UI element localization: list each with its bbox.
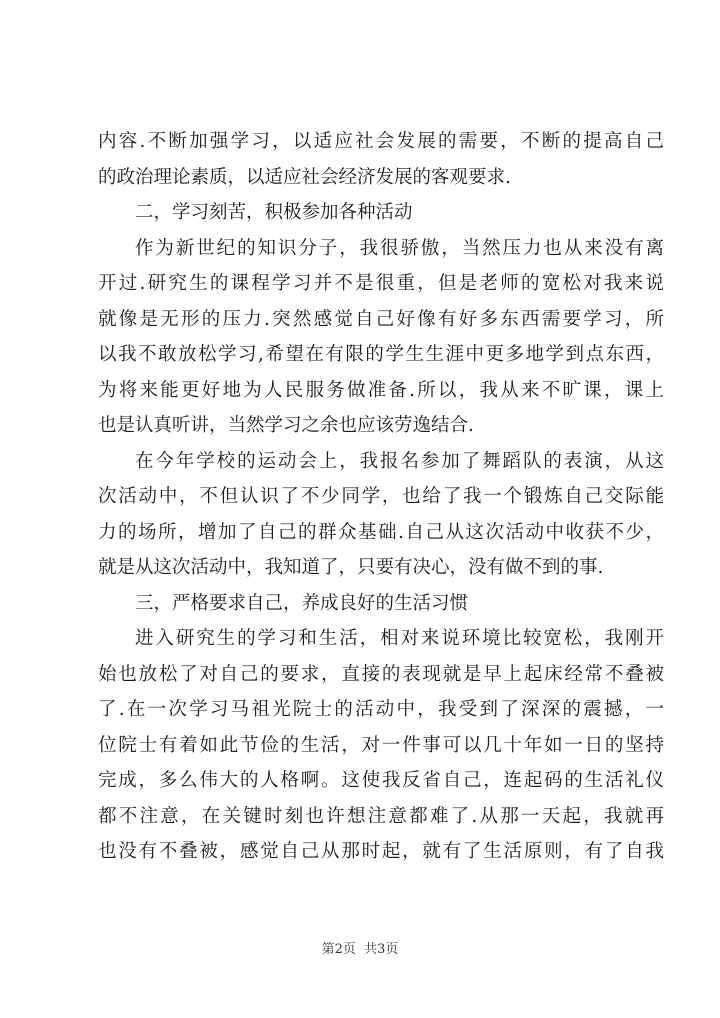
text-line: 完成，多么伟大的人格啊。这使我反省自己，连起码的生活礼仪 <box>98 770 664 791</box>
text-line: 都不注意，在关键时刻也许想注意都难了.从那一天起，我就再 <box>98 805 664 827</box>
text-line: 进入研究生的学习和生活，相对来说环境比较宽松，我刚开 <box>135 628 664 649</box>
text-line: 在今年学校的运动会上，我报名参加了舞蹈队的表演，从这 <box>135 450 664 472</box>
text-line: 也没有不叠被，感觉自己从那时起，就有了生活原则，有了自我 <box>98 841 664 862</box>
document-body <box>98 124 664 870</box>
text-line: 三，严格要求自己，养成良好的生活习惯 <box>135 592 469 614</box>
page-footer <box>0 938 720 957</box>
text-line: 始也放松了对自己的要求，直接的表现就是早上起床经常不叠被 <box>98 663 664 685</box>
text-line: 就像是无形的压力.突然感觉自己好像有好多东西需要学习，所 <box>98 308 664 330</box>
text-line: 为将来能更好地为人民服务做准备.所以，我从来不旷课，课上 <box>98 379 664 401</box>
page-number: 第2页 <box>321 942 356 957</box>
text-line: 的政治理论素质，以适应社会经济发展的客观要求. <box>98 166 511 188</box>
text-line: 也是认真听讲，当然学习之余也应该劳逸结合. <box>98 415 474 436</box>
text-line: 二，学习刻苦，积极参加各种活动 <box>135 202 413 223</box>
text-line: 作为新世纪的知识分子，我很骄傲，当然压力也从来没有离 <box>135 237 664 259</box>
text-line: 了.在一次学习马祖光院士的活动中，我受到了深深的震撼，一 <box>98 699 664 720</box>
text-line: 以我不敢放松学习,希望在有限的学生生涯中更多地学到点东西， <box>98 344 664 365</box>
page-total: 共3页 <box>364 942 399 957</box>
text-line: 位院士有着如此节俭的生活，对一件事可以几十年如一日的坚持 <box>98 734 664 756</box>
text-line: 次活动中，不但认识了不少同学，也给了我一个锻炼自己交际能 <box>98 486 664 507</box>
text-line: 内容.不断加强学习，以适应社会发展的需要，不断的提高自己 <box>98 131 664 152</box>
text-line: 就是从这次活动中，我知道了，只要有决心，没有做不到的事. <box>98 557 604 578</box>
text-line: 力的场所，增加了自己的群众基础.自己从这次活动中收获不少， <box>98 521 664 543</box>
text-line: 开过.研究生的课程学习并不是很重，但是老师的宽松对我来说 <box>98 273 664 294</box>
